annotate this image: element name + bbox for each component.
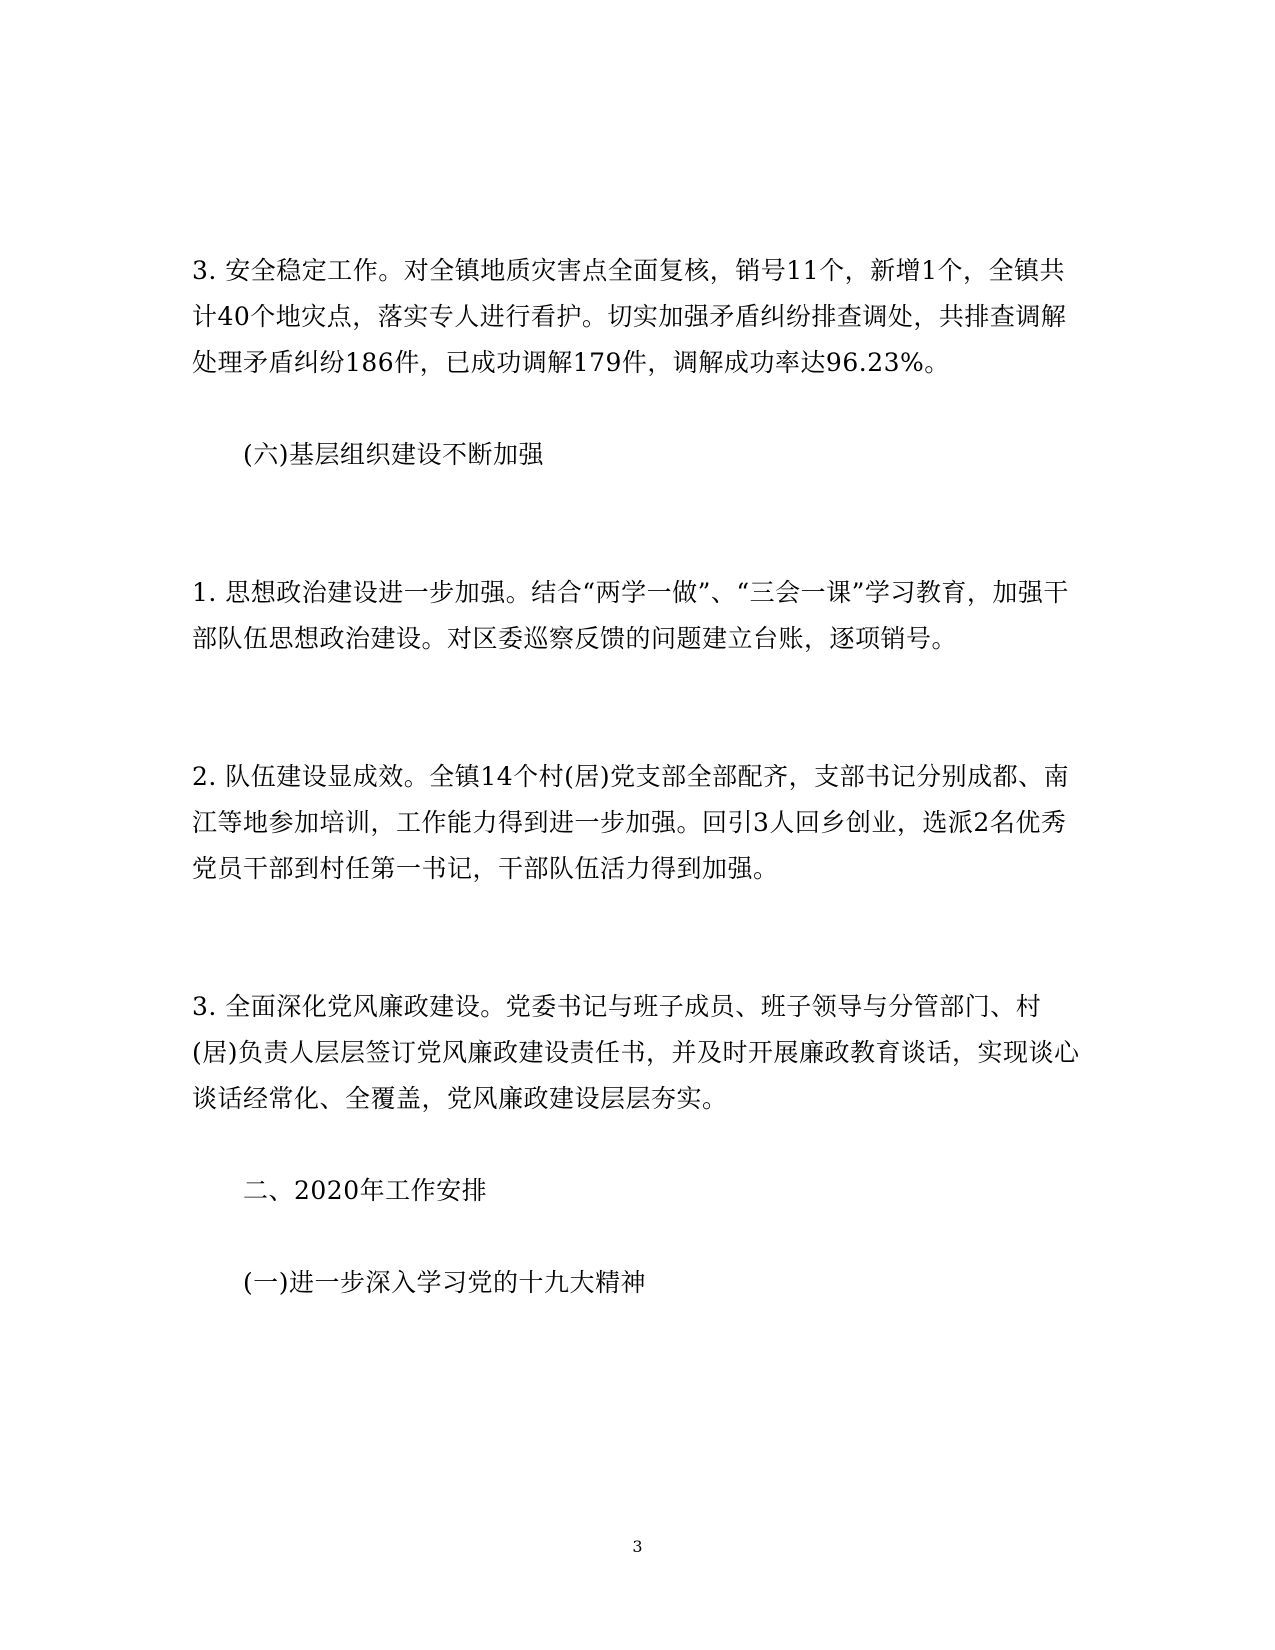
section-heading-study-nineteenth-congress: (一)进一步深入学习党的十九大精神	[243, 1268, 647, 1297]
paragraph-safety-stability: 3. 安全稳定工作。对全镇地质灾害点全面复核，销号11个，新增1个，全镇共计40个地灾点，落实专人进行看护。切实加强矛盾纠纷排查调处，共排查调解处理矛盾纠纷186件，已成功调解179件，调解成功率达96.23%。	[192, 256, 1067, 377]
section-heading-grassroots-organization: (六)基层组织建设不断加强	[243, 440, 545, 469]
part-heading-2020-work-plan: 二、2020年工作安排	[243, 1176, 488, 1205]
paragraph-ideological-construction: 1. 思想政治建设进一步加强。结合“两学一做”、“三会一课”学习教育，加强干部队伍思想政治建设。对区委巡察反馈的问题建立台账，逐项销号。	[192, 578, 1069, 653]
page-number: 3	[632, 1537, 643, 1556]
paragraph-team-building: 2. 队伍建设显成效。全镇14个村(居)党支部全部配齐，支部书记分别成都、南江等地参加培训，工作能力得到进一步加强。回引3人回乡创业，选派2名优秀党员干部到村任第一书记，干部队伍活力得到加强。	[192, 762, 1070, 883]
paragraph-integrity-construction: 3. 全面深化党风廉政建设。党委书记与班子成员、班子领导与分管部门、村(居)负责人层层签订党风廉政建设责任书，并及时开展廉政教育谈话，实现谈心谈话经常化、全覆盖，党风廉政建设层层夯实。	[192, 992, 1080, 1113]
